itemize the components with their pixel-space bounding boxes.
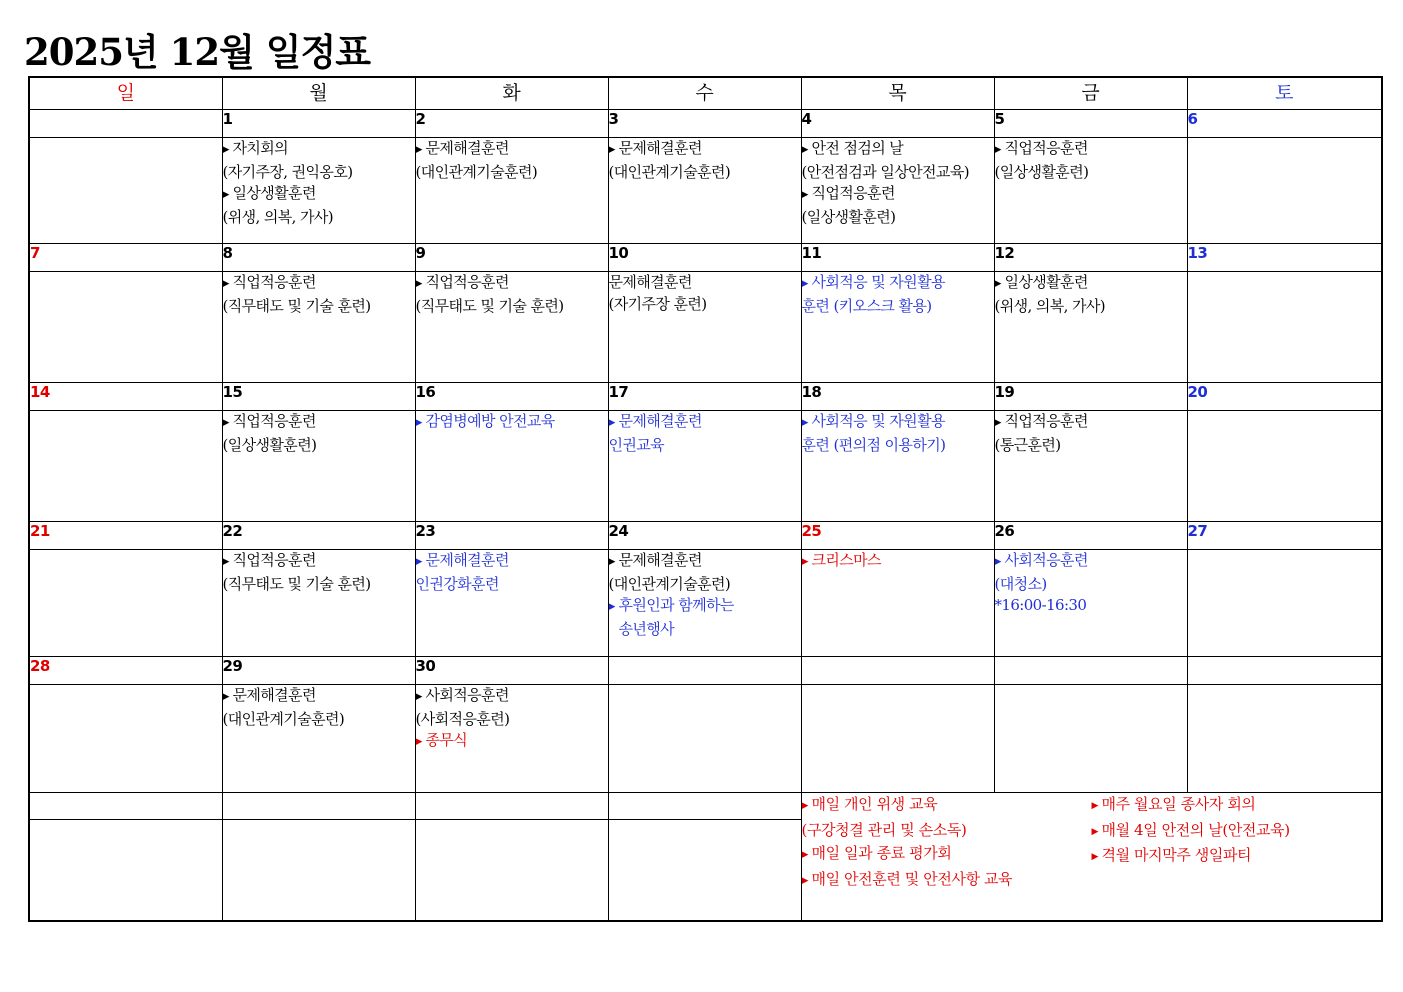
schedule-item — [416, 138, 608, 162]
schedule-item-text: 격월 마지막주 생일파티 — [1101, 846, 1252, 864]
triangle-right-icon: ▶ — [801, 801, 809, 811]
day-cell — [994, 411, 1187, 522]
schedule-item — [609, 411, 801, 435]
schedule-item-text: 문제해결훈련 — [232, 686, 316, 704]
triangle-right-icon: ▶ — [415, 279, 422, 289]
date-number-row — [29, 110, 1382, 138]
triangle-right-icon: ▶ — [801, 875, 809, 886]
triangle-right-icon: ▶ — [608, 602, 615, 612]
triangle-right-icon: ▶ — [994, 145, 1001, 155]
date-number: 7 — [29, 244, 222, 272]
date-number: 2 — [415, 110, 608, 138]
schedule-item-text: (직무태도 및 기술 훈련) — [415, 296, 564, 315]
schedule-item-text: 매일 안전훈련 및 안전사항 교육 — [811, 869, 1013, 888]
day-cell — [29, 685, 222, 793]
weekday-4: 목 — [801, 77, 994, 110]
schedule-item-text: 자치회의 — [232, 139, 289, 157]
schedule-item-text: 후원인과 함께하는 — [618, 596, 734, 614]
schedule-item — [802, 207, 994, 229]
schedule-item — [609, 619, 801, 641]
schedule-item — [802, 550, 994, 574]
schedule-item-text: 문제해결훈련 — [618, 412, 702, 430]
date-number-row — [29, 522, 1382, 550]
schedule-item-text: (대인관계기술훈련) — [608, 162, 731, 181]
day-cell — [608, 138, 801, 244]
day-cell — [222, 138, 415, 244]
schedule-item — [609, 435, 801, 457]
day-cell — [1187, 411, 1382, 522]
date-number: 18 — [801, 383, 994, 411]
date-number — [1187, 657, 1382, 685]
schedule-item — [995, 595, 1187, 617]
schedule-item-text: 사회적응훈련 — [425, 686, 509, 704]
schedule-item-text: 직업적응훈련 — [232, 273, 316, 291]
schedule-row — [29, 138, 1382, 244]
schedule-item-text: 문제해결훈련 — [618, 551, 702, 569]
schedule-item-text: 인권교육 — [608, 435, 665, 454]
schedule-item — [802, 868, 1092, 894]
triangle-right-icon: ▶ — [415, 557, 422, 567]
day-cell — [608, 550, 801, 657]
schedule-item — [223, 162, 415, 184]
day-cell — [415, 550, 608, 657]
notice-box — [801, 793, 1382, 922]
empty-cell — [415, 820, 608, 922]
day-cell — [994, 550, 1187, 657]
date-number — [29, 110, 222, 138]
schedule-item — [416, 162, 608, 184]
schedule-item-text: 직업적응훈련 — [1004, 139, 1088, 157]
schedule-item — [416, 272, 608, 296]
day-cell — [29, 550, 222, 657]
schedule-item — [609, 294, 801, 316]
schedule-item — [416, 296, 608, 318]
weekday-1: 월 — [222, 77, 415, 110]
day-cell — [222, 550, 415, 657]
date-number: 19 — [994, 383, 1187, 411]
triangle-right-icon: ▶ — [1091, 826, 1099, 837]
date-number — [608, 657, 801, 685]
schedule-item-text: 직업적응훈련 — [232, 412, 316, 430]
date-number: 20 — [1187, 383, 1382, 411]
schedule-item-text: 사회적응 및 자원활용 — [811, 273, 945, 291]
triangle-right-icon: ▶ — [222, 190, 229, 200]
day-cell — [994, 138, 1187, 244]
notice-column-right — [1092, 793, 1362, 870]
schedule-item-text: (일상생활훈련) — [222, 435, 317, 454]
schedule-item-text: 종무식 — [425, 731, 468, 749]
empty-cell — [608, 793, 801, 820]
triangle-right-icon: ▶ — [415, 418, 422, 428]
schedule-item — [223, 411, 415, 435]
schedule-item — [416, 709, 608, 731]
schedule-item — [995, 411, 1187, 435]
schedule-item-text: (대인관계기술훈련) — [415, 162, 538, 181]
schedule-item — [802, 162, 994, 184]
schedule-item-text: (자기주장 훈련) — [608, 294, 707, 313]
date-number-row — [29, 383, 1382, 411]
schedule-item — [223, 574, 415, 596]
date-number: 27 — [1187, 522, 1382, 550]
triangle-right-icon: ▶ — [994, 557, 1001, 567]
date-number: 24 — [608, 522, 801, 550]
schedule-item-text: (위생, 의복, 가사) — [994, 296, 1106, 315]
date-number: 5 — [994, 110, 1187, 138]
triangle-right-icon: ▶ — [608, 557, 615, 567]
date-number-row — [29, 244, 1382, 272]
schedule-item — [223, 550, 415, 574]
schedule-item — [802, 411, 994, 435]
notice-column-left — [802, 793, 1092, 893]
triangle-right-icon: ▶ — [415, 145, 422, 155]
date-number: 11 — [801, 244, 994, 272]
day-cell — [801, 272, 994, 383]
triangle-right-icon: ▶ — [222, 692, 229, 702]
date-number: 28 — [29, 657, 222, 685]
empty-cell — [222, 793, 415, 820]
schedule-item — [609, 162, 801, 184]
triangle-right-icon: ▶ — [801, 850, 809, 860]
day-cell — [29, 411, 222, 522]
empty-cell — [415, 793, 608, 820]
schedule-item-text: 감염병예방 안전교육 — [425, 412, 555, 430]
date-number: 22 — [222, 522, 415, 550]
date-number: 13 — [1187, 244, 1382, 272]
triangle-right-icon: ▶ — [801, 418, 808, 428]
weekday-header-row — [29, 77, 1382, 110]
day-cell — [29, 138, 222, 244]
schedule-row — [29, 411, 1382, 522]
schedule-item-text: 훈련 (키오스크 활용) — [801, 296, 932, 315]
date-number: 26 — [994, 522, 1187, 550]
schedule-item-text: 사회적응 및 자원활용 — [811, 412, 945, 430]
triangle-right-icon: ▶ — [415, 692, 422, 702]
weekday-3: 수 — [608, 77, 801, 110]
schedule-item-text: (대청소) — [994, 574, 1047, 593]
schedule-item — [802, 819, 1092, 843]
day-cell — [1187, 138, 1382, 244]
schedule-item — [223, 272, 415, 296]
schedule-item-text: 매일 개인 위생 교육 — [811, 795, 938, 813]
day-cell — [415, 138, 608, 244]
schedule-item — [609, 574, 801, 596]
schedule-item-text: 직업적응훈련 — [811, 184, 895, 202]
empty-cell — [608, 820, 801, 922]
schedule-item — [1092, 844, 1362, 870]
schedule-item — [802, 183, 994, 207]
schedule-item — [223, 138, 415, 162]
schedule-item-text: 사회적응훈련 — [1004, 551, 1088, 569]
triangle-right-icon: ▶ — [222, 145, 229, 155]
schedule-item-text: 크리스마스 — [811, 551, 881, 569]
schedule-item — [223, 435, 415, 457]
schedule-item-text: (직무태도 및 기술 훈련) — [222, 574, 371, 593]
date-number: 16 — [415, 383, 608, 411]
schedule-item-text: 매일 일과 종료 평가회 — [811, 844, 952, 862]
schedule-item-text: (사회적응훈련) — [415, 709, 510, 728]
date-number: 14 — [29, 383, 222, 411]
schedule-item-text: *16:00-16:30 — [994, 596, 1087, 614]
day-cell — [222, 685, 415, 793]
schedule-item-text: 문제해결훈련 — [425, 551, 509, 569]
day-cell — [994, 272, 1187, 383]
schedule-item-text: (일상생활훈련) — [801, 207, 896, 226]
triangle-right-icon: ▶ — [608, 145, 615, 155]
schedule-item-text: 매주 월요일 종사자 회의 — [1101, 795, 1256, 813]
day-cell — [415, 272, 608, 383]
day-cell — [801, 550, 994, 657]
schedule-item — [223, 207, 415, 229]
schedule-item — [802, 138, 994, 162]
schedule-item-text: 직업적응훈련 — [232, 551, 316, 569]
schedule-item-text: 직업적응훈련 — [1004, 412, 1088, 430]
date-number: 3 — [608, 110, 801, 138]
schedule-item — [995, 138, 1187, 162]
day-cell — [608, 272, 801, 383]
day-cell — [994, 685, 1187, 793]
empty-cell — [222, 820, 415, 922]
date-number: 25 — [801, 522, 994, 550]
schedule-item — [416, 550, 608, 574]
date-number: 29 — [222, 657, 415, 685]
date-number: 1 — [222, 110, 415, 138]
schedule-row — [29, 685, 1382, 793]
schedule-item-text: (안전점검과 일상안전교육) — [801, 162, 969, 181]
schedule-item — [802, 435, 994, 457]
schedule-item-text: (통근훈련) — [994, 435, 1061, 454]
schedule-item — [802, 793, 1092, 819]
date-number — [801, 657, 994, 685]
date-number: 21 — [29, 522, 222, 550]
day-cell — [801, 411, 994, 522]
date-number: 30 — [415, 657, 608, 685]
schedule-item — [995, 296, 1187, 318]
day-cell — [222, 272, 415, 383]
date-number: 12 — [994, 244, 1187, 272]
schedule-item — [416, 411, 608, 435]
date-number: 6 — [1187, 110, 1382, 138]
triangle-right-icon: ▶ — [994, 279, 1001, 289]
schedule-item-text: 일상생활훈련 — [232, 184, 316, 202]
schedule-item — [416, 685, 608, 709]
schedule-item — [416, 730, 608, 754]
triangle-right-icon: ▶ — [801, 557, 808, 567]
triangle-right-icon: ▶ — [801, 190, 808, 200]
schedule-item-text: (대인관계기술훈련) — [608, 574, 731, 593]
date-number: 15 — [222, 383, 415, 411]
schedule-item — [223, 296, 415, 318]
weekday-0: 일 — [29, 77, 222, 110]
date-number: 17 — [608, 383, 801, 411]
calendar-table — [28, 76, 1383, 922]
schedule-item-text: 직업적응훈련 — [425, 273, 509, 291]
schedule-item-text: 문제해결훈련 — [425, 139, 509, 157]
triangle-right-icon: ▶ — [222, 279, 229, 289]
notes-row — [29, 793, 1382, 820]
schedule-item — [609, 595, 801, 619]
weekday-6: 토 — [1187, 77, 1382, 110]
schedule-item — [1092, 793, 1362, 819]
day-cell — [415, 411, 608, 522]
schedule-item — [609, 550, 801, 574]
triangle-right-icon: ▶ — [801, 145, 808, 155]
schedule-item — [223, 709, 415, 731]
weekday-2: 화 — [415, 77, 608, 110]
day-cell — [1187, 550, 1382, 657]
date-number: 23 — [415, 522, 608, 550]
day-cell — [608, 685, 801, 793]
day-cell — [1187, 272, 1382, 383]
date-number — [994, 657, 1187, 685]
schedule-item — [1092, 819, 1362, 845]
triangle-right-icon: ▶ — [1091, 852, 1099, 862]
schedule-item-text: (대인관계기술훈련) — [222, 709, 345, 728]
day-cell — [29, 272, 222, 383]
schedule-item — [802, 842, 1092, 868]
triangle-right-icon: ▶ — [222, 557, 229, 567]
schedule-item — [995, 574, 1187, 596]
schedule-item — [802, 296, 994, 318]
schedule-row — [29, 272, 1382, 383]
date-number: 8 — [222, 244, 415, 272]
day-cell — [415, 685, 608, 793]
triangle-right-icon: ▶ — [415, 737, 422, 747]
schedule-item-text: 문제해결훈련 — [618, 139, 702, 157]
day-cell — [1187, 685, 1382, 793]
schedule-item-text: (직무태도 및 기술 훈련) — [222, 296, 371, 315]
schedule-item — [995, 162, 1187, 184]
empty-cell — [29, 820, 222, 922]
schedule-item — [802, 272, 994, 296]
schedule-item-text: 송년행사 — [618, 619, 675, 638]
schedule-item — [223, 685, 415, 709]
date-number: 10 — [608, 244, 801, 272]
date-number: 4 — [801, 110, 994, 138]
page-title: 2025년 12월 일정표 — [24, 30, 370, 74]
schedule-item-text: 안전 점검의 날 — [811, 139, 904, 157]
schedule-item — [995, 435, 1187, 457]
schedule-item-text: 인권강화훈련 — [415, 574, 499, 593]
date-number-row — [29, 657, 1382, 685]
schedule-item-text: (구강청결 관리 및 손소독) — [801, 820, 967, 839]
schedule-item-text: 매월 4일 안전의 날(안전교육) — [1101, 820, 1290, 839]
triangle-right-icon: ▶ — [1091, 801, 1099, 811]
schedule-item — [609, 138, 801, 162]
triangle-right-icon: ▶ — [222, 418, 229, 428]
schedule-item-text: 문제해결훈련 — [608, 273, 692, 291]
schedule-item — [416, 574, 608, 596]
schedule-item-text: (일상생활훈련) — [994, 162, 1089, 181]
day-cell — [222, 411, 415, 522]
empty-cell — [29, 793, 222, 820]
schedule-item — [995, 272, 1187, 296]
triangle-right-icon: ▶ — [994, 418, 1001, 428]
schedule-item-text: 일상생활훈련 — [1004, 273, 1088, 291]
date-number: 9 — [415, 244, 608, 272]
weekday-5: 금 — [994, 77, 1187, 110]
triangle-right-icon: ▶ — [801, 279, 808, 289]
day-cell — [608, 411, 801, 522]
schedule-row — [29, 550, 1382, 657]
day-cell — [801, 685, 994, 793]
schedule-item-text: (위생, 의복, 가사) — [222, 207, 334, 226]
schedule-item — [609, 272, 801, 294]
schedule-item-text: 훈련 (편의점 이용하기) — [801, 435, 946, 454]
schedule-item — [223, 183, 415, 207]
schedule-item-text: (자기주장, 권익옹호) — [222, 162, 353, 181]
day-cell — [801, 138, 994, 244]
triangle-right-icon: ▶ — [608, 418, 615, 428]
schedule-item — [995, 550, 1187, 574]
